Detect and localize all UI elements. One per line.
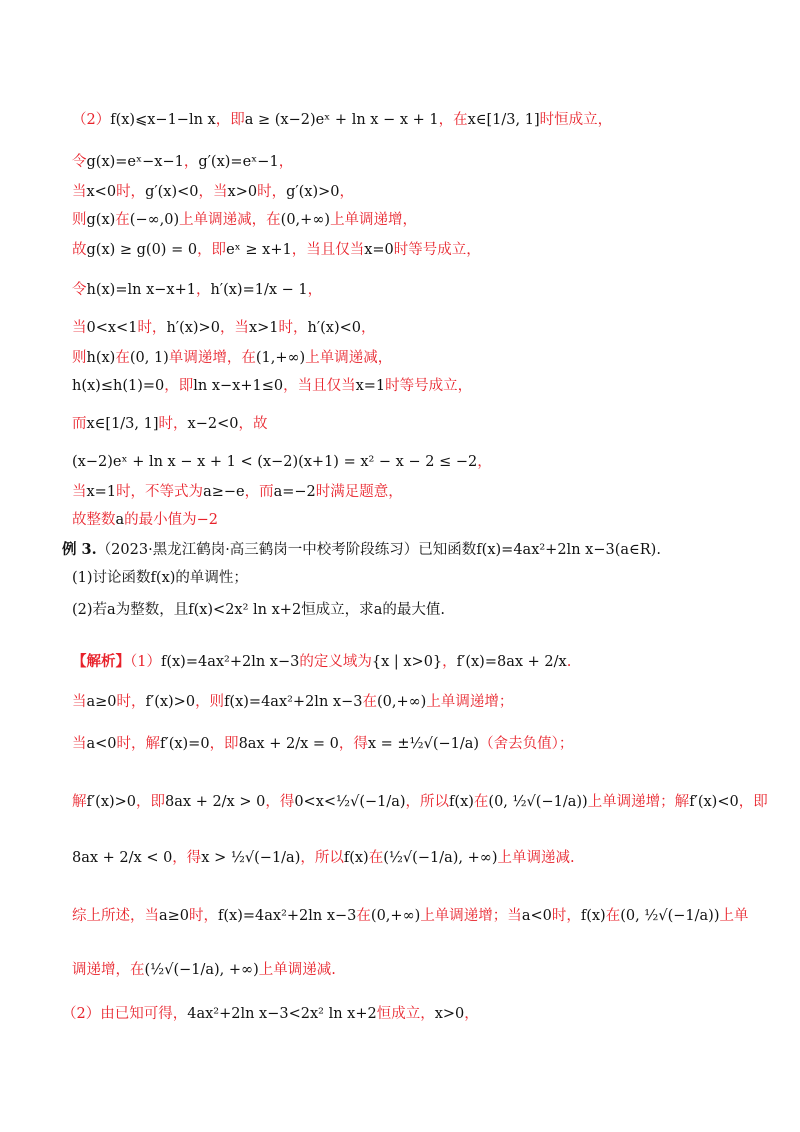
math-text: (−∞,0)	[129, 212, 180, 228]
math-text: (0, 1)	[129, 350, 169, 366]
prose-text: ，得	[172, 850, 202, 866]
prose-text: 当	[72, 484, 87, 500]
prose-text: 则	[72, 350, 87, 366]
prose-text: ，	[361, 320, 376, 336]
prose-text: 调递增，在	[72, 962, 145, 978]
text-line	[72, 280, 322, 300]
text-line	[72, 414, 267, 434]
math-text: {x | x>0}	[371, 654, 443, 670]
prose-text: 上单调递减.	[497, 850, 575, 866]
math-text: (0,+∞)	[370, 908, 421, 924]
text-line	[72, 210, 417, 230]
math-text: eˣ ≥ x+1	[226, 242, 292, 258]
prose-text: ，即	[209, 736, 239, 752]
prose-text: 令	[72, 154, 87, 170]
text-line	[72, 848, 575, 868]
math-text: 例 3.	[62, 541, 97, 558]
prose-text: 故整数	[72, 512, 116, 528]
prose-text: 时，	[158, 416, 188, 432]
text-line	[62, 1004, 479, 1024]
text-line	[72, 318, 376, 338]
math-text: x>0	[227, 184, 258, 200]
math-text: .	[656, 542, 661, 558]
math-text: h′(x)=1/x − 1	[210, 282, 308, 298]
math-text: 8ax + 2/x = 0	[238, 736, 339, 752]
prose-text: 当	[72, 320, 87, 336]
prose-text: 时，不等式为	[116, 484, 204, 500]
math-text: x<0	[86, 184, 117, 200]
prose-text: 在	[368, 850, 384, 866]
math-text: (½√(−1/a), +∞)	[144, 962, 259, 978]
prose-text: 的定义域为	[299, 654, 372, 670]
prose-text: 时满足题意，	[315, 484, 403, 500]
math-text: a ≥ (x−2)eˣ + ln x − x + 1	[244, 112, 439, 128]
prose-text: 时，	[551, 908, 581, 924]
text-line	[72, 652, 571, 672]
math-text: a	[107, 602, 116, 618]
math-text: f(x)=4ax²+2ln x−3	[218, 908, 357, 924]
math-text: g(x)	[86, 212, 116, 228]
prose-text: 当	[72, 736, 87, 752]
prose-text: 在	[605, 908, 621, 924]
text-line	[72, 960, 336, 980]
prose-text: 时，	[116, 694, 146, 710]
prose-text: （1）	[130, 654, 161, 670]
prose-text: 【解析】	[72, 653, 130, 670]
prose-text: 上单调递增；解	[587, 794, 690, 810]
prose-text: 上单调递增，	[330, 212, 418, 228]
prose-text: 上单调递减.	[258, 962, 336, 978]
math-text: x=1	[86, 484, 117, 500]
prose-text: ，	[307, 282, 323, 298]
math-text: g′(x)<0	[145, 184, 199, 200]
prose-text: ，	[464, 1006, 479, 1022]
prose-text: 在	[356, 908, 371, 924]
prose-text: ，即	[738, 794, 768, 810]
text-line	[72, 110, 612, 130]
prose-text: 上单调递增；	[426, 694, 514, 710]
prose-text: 令	[72, 282, 87, 298]
math-text: x > ½√(−1/a)	[201, 850, 301, 866]
prose-text: 时恒成立，	[539, 112, 613, 128]
prose-text: ，	[442, 654, 457, 670]
math-text: h(x)	[86, 350, 116, 366]
text-line	[72, 182, 354, 202]
prose-text: 上单调递减，	[305, 350, 393, 366]
prose-text: 故	[72, 242, 87, 258]
math-text: a=−2	[273, 484, 316, 500]
math-text: f′(x)<0	[689, 794, 739, 810]
prose-text: 时等号成立，	[393, 242, 481, 258]
math-text: f(x)=4ax²+2ln x−3(a∈R)	[476, 542, 657, 558]
prose-text: （舍去负值）；	[479, 736, 574, 752]
math-text: a	[115, 512, 125, 528]
prose-text: ，当且仅当	[283, 378, 356, 394]
text-line	[72, 240, 481, 260]
prose-text: ，则	[195, 694, 225, 710]
prose-text: 而	[72, 416, 87, 432]
prose-text: 时，	[278, 320, 308, 336]
math-text: x=1	[355, 378, 386, 394]
text-line	[72, 600, 445, 620]
text-line	[72, 348, 392, 368]
math-text: (½√(−1/a), +∞)	[383, 850, 498, 866]
math-text: (0,+∞)	[376, 694, 427, 710]
math-text: h′(x)<0	[307, 320, 361, 336]
prose-text: ，所以	[300, 850, 344, 866]
prose-text: ，得	[265, 794, 295, 810]
text-line	[72, 692, 513, 712]
prose-text: ，所以	[405, 794, 450, 810]
math-text: x−2<0	[187, 416, 239, 432]
prose-text: 则	[72, 212, 87, 228]
prose-text: ，而	[244, 484, 274, 500]
prose-text: ，即	[136, 794, 166, 810]
prose-text: 上单调递减，在	[179, 212, 281, 228]
math-text: 8ax + 2/x < 0	[72, 850, 173, 866]
math-text: 4ax²+2ln x−3<2x² ln x+2	[187, 1006, 377, 1022]
text-line	[72, 792, 768, 812]
math-text: (0, ½√(−1/a))	[488, 794, 588, 810]
math-text: h(x)=ln x−x+1	[86, 282, 196, 298]
prose-text: 当	[72, 184, 87, 200]
text-line	[72, 906, 748, 926]
math-text: x∈[1/3, 1]	[86, 416, 159, 432]
math-text: (x−2)eˣ + ln x − x + 1 < (x−2)(x+1) = x² − x − 2 ≤ −2	[72, 454, 478, 470]
math-text: (0,+∞)	[280, 212, 331, 228]
text-line	[72, 452, 492, 472]
math-text: a≥−e	[203, 484, 245, 500]
math-text: a	[373, 602, 383, 618]
prose-text: ，	[278, 154, 294, 170]
prose-text: 时等号成立，	[385, 378, 473, 394]
prose-text: 时，	[257, 184, 287, 200]
math-text: x∈[1/3, 1]	[467, 112, 540, 128]
prose-text: 在	[115, 350, 130, 366]
prose-text: 在	[362, 694, 377, 710]
math-text: 0<x<½√(−1/a)	[294, 794, 406, 810]
math-text: f′(x)=8ax + 2/x	[456, 654, 567, 670]
math-text: a≥0	[86, 694, 117, 710]
math-text: f(x)	[580, 908, 606, 924]
prose-text: 时，解	[116, 736, 161, 752]
math-text: x = ±½√(−1/a)	[367, 736, 480, 752]
prose-text: ，故	[238, 416, 268, 432]
math-text: f(x)	[150, 570, 176, 586]
text-line	[72, 482, 403, 502]
prose-text: ，	[477, 454, 492, 470]
math-text: 8ax + 2/x > 0	[165, 794, 266, 810]
math-text: g′(x)>0	[286, 184, 340, 200]
math-text: f(x)⩽x−1−ln x	[110, 112, 216, 128]
text-line	[72, 568, 248, 588]
math-text: f′(x)>0	[145, 694, 196, 710]
prose-text: 单调递增，在	[168, 350, 256, 366]
prose-text: 的最小值为−2	[124, 512, 219, 528]
prose-text: .	[566, 654, 572, 670]
text-line	[72, 510, 218, 530]
prose-text: ，即	[197, 242, 227, 258]
prose-text: 上单调递增；当	[420, 908, 522, 924]
text-line	[72, 734, 573, 754]
math-text: f(x)	[449, 794, 474, 810]
math-text: 0<x<1	[86, 320, 138, 336]
text-line	[72, 376, 472, 396]
prose-text: ，当	[198, 184, 228, 200]
math-text: 恒成立，求	[301, 602, 374, 618]
math-text: g′(x)=eˣ−1	[198, 154, 279, 170]
math-text: (1,+∞)	[255, 350, 306, 366]
prose-text: 在	[473, 794, 489, 810]
math-text: f(x)<2x² ln x+2	[188, 602, 302, 618]
math-text: h(x)≤h(1)=0	[72, 378, 165, 394]
math-text: ln x−x+1≤0	[193, 378, 284, 394]
prose-text: 在	[115, 212, 130, 228]
math-text: f(x)=4ax²+2ln x−3	[160, 654, 300, 670]
math-text: g(x)=eˣ−x−1	[86, 154, 184, 170]
math-text: g(x) ≥ g(0) = 0	[86, 242, 198, 258]
prose-text: 恒成立，	[376, 1006, 435, 1022]
math-text: f(x)	[343, 850, 369, 866]
text-line	[72, 152, 293, 172]
math-text: (1)讨论函数	[72, 570, 151, 586]
math-text: 的单调性；	[175, 570, 248, 586]
math-text: h′(x)>0	[166, 320, 220, 336]
math-text: 的最大值.	[382, 602, 445, 618]
text-line	[62, 540, 661, 560]
math-text: f′(x)=0	[160, 736, 210, 752]
prose-text: ，在	[438, 112, 468, 128]
prose-text: （2）由已知可得，	[62, 1006, 188, 1022]
math-text: x>0	[434, 1006, 465, 1022]
math-text: f(x)=4ax²+2ln x−3	[224, 694, 363, 710]
math-text: x=0	[364, 242, 394, 258]
prose-text: 上单	[719, 908, 749, 924]
math-text: f′(x)>0	[86, 794, 137, 810]
prose-text: ，	[339, 184, 355, 200]
prose-text: （2）	[72, 112, 111, 128]
math-text: a<0	[521, 908, 552, 924]
prose-text: 当	[72, 694, 87, 710]
math-text: x>1	[248, 320, 279, 336]
prose-text: ，	[195, 282, 211, 298]
prose-text: ，即	[215, 112, 245, 128]
math-text: （2023·黑龙江鹤岗·高三鹤岗一中校考阶段练习）已知函数	[96, 542, 477, 558]
prose-text: ，	[183, 154, 199, 170]
prose-text: ，当且仅当	[291, 242, 365, 258]
math-text: 为整数，且	[115, 602, 189, 618]
prose-text: 时，	[116, 184, 146, 200]
prose-text: 综上所述，当	[72, 908, 159, 924]
prose-text: 解	[72, 794, 87, 810]
prose-text: ，即	[164, 378, 194, 394]
math-text: a≥0	[159, 908, 190, 924]
math-text: (2)若	[72, 602, 108, 618]
prose-text: 时，	[137, 320, 167, 336]
math-text: a<0	[86, 736, 117, 752]
prose-text: ，当	[219, 320, 249, 336]
prose-text: ，得	[338, 736, 368, 752]
math-text: (0, ½√(−1/a))	[620, 908, 720, 924]
prose-text: 时，	[189, 908, 219, 924]
